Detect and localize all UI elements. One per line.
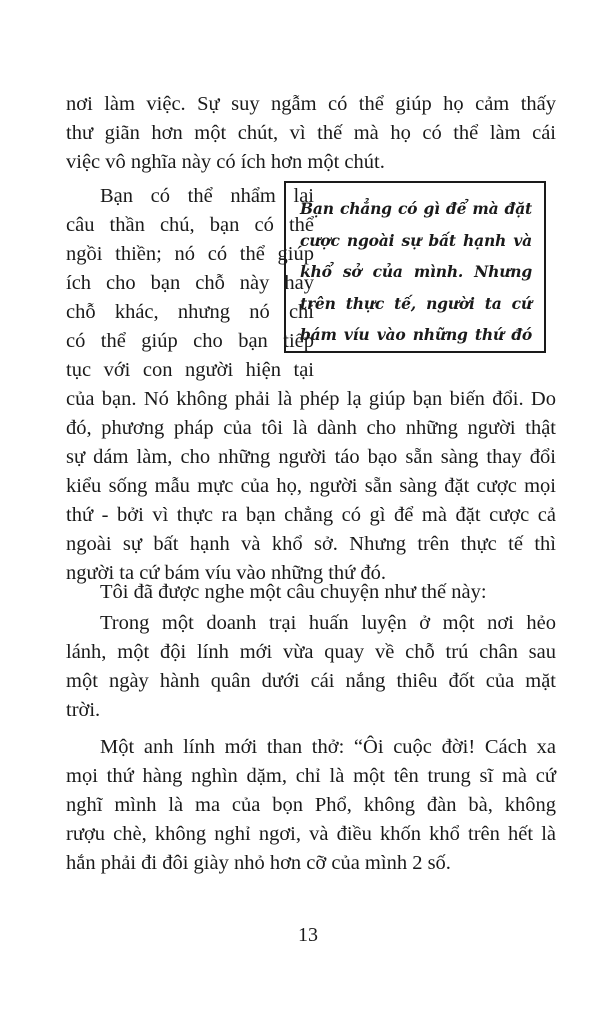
page-number: 13 xyxy=(298,924,318,946)
text-line: mọi thứ hàng nghìn dặm, chỉ là một tên trung sĩ mà cứ xyxy=(66,765,556,787)
text-line: trời. xyxy=(66,699,101,721)
text-line: rượu chè, không nghỉ ngơi, và điều khốn khổ trên hết là xyxy=(66,823,556,845)
text-line: sự dám làm, cho những người táo bạo sẵn sàng thay đổi xyxy=(66,446,556,468)
pull-quote-line: trên thực tế, người ta cứ xyxy=(300,293,532,313)
pull-quote-line: bám víu vào những thứ đó xyxy=(300,325,532,344)
text-line: nghĩ mình là ma của bọn Phổ, không đàn bà, không xyxy=(66,794,556,816)
text-line: ích cho bạn chỗ này hay xyxy=(66,272,314,294)
text-line: ngoài sự bất hạnh và khổ sở. Nhưng trên thực tế thì xyxy=(66,533,556,555)
text-line: người ta cứ bám víu vào những thứ đó. xyxy=(66,562,387,584)
text-line: một ngày hành quân dưới cái nắng thiêu đốt của mặt xyxy=(66,670,556,692)
text-line: có thể giúp cho bạn tiếp xyxy=(66,330,314,352)
text-line: câu thần chú, bạn có thể xyxy=(66,214,314,236)
text-line: ngồi thiền; nó có thể giúp xyxy=(66,243,314,265)
pull-quote-line: Bạn chẳng có gì để mà đặt xyxy=(300,199,532,218)
text-line: việc vô nghĩa này có ích hơn một chút. xyxy=(66,151,385,173)
text-line: nơi làm việc. Sự suy ngẫm có thể giúp họ cảm thấy xyxy=(66,93,556,115)
text-line: Một anh lính mới than thở: “Ôi cuộc đời! Cách xa xyxy=(100,736,556,758)
pull-quote-box xyxy=(284,181,546,353)
text-line: kiểu sống mẫu mực của họ, người sẵn sàng đặt cược mọi xyxy=(66,475,556,497)
text-line: Tôi đã được nghe một câu chuyện như thế này: xyxy=(100,581,487,603)
text-line: thứ - bởi vì thực ra bạn chẳng có gì để mà đặt cược cả xyxy=(66,504,556,526)
text-line: hắn phải đi đôi giày nhỏ hơn cỡ của mình 2 số. xyxy=(66,852,451,874)
text-line: của bạn. Nó không phải là phép lạ giúp bạn biến đổi. Do xyxy=(66,388,556,410)
text-line: đó, phương pháp của tôi là dành cho những người thật xyxy=(66,417,556,439)
text-line: tục với con người hiện tại xyxy=(66,359,314,381)
text-line: Bạn có thể nhẩm lại xyxy=(100,185,314,207)
pull-quote-line: cược ngoài sự bất hạnh và xyxy=(300,230,532,250)
text-line: chỗ khác, nhưng nó chỉ xyxy=(66,301,314,323)
pull-quote-line: khổ sở của mình. Nhưng xyxy=(300,262,532,281)
text-line: thư giãn hơn một chút, vì thế mà họ có thể làm cái xyxy=(66,122,556,144)
text-line: Trong một doanh trại huấn luyện ở một nơi hẻo xyxy=(100,612,556,634)
text-line: lánh, một đội lính mới vừa quay về chỗ trú chân sau xyxy=(66,641,556,663)
